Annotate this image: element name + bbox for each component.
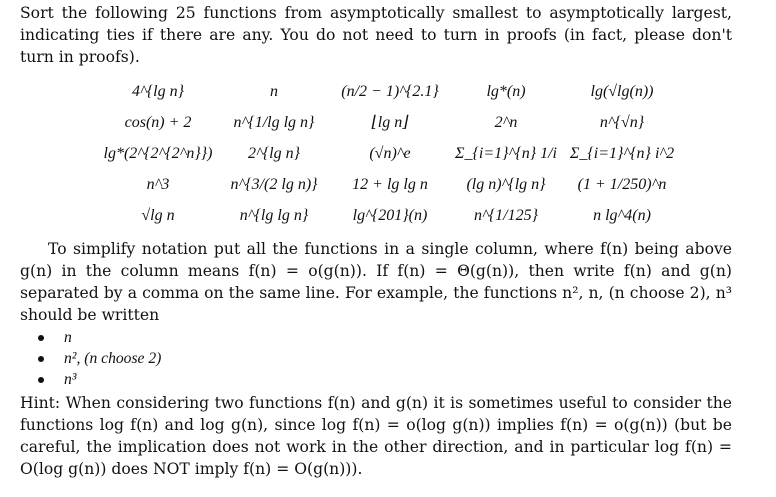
function-cell: (1 + 1/250)^n xyxy=(577,176,667,193)
list-item xyxy=(38,348,161,369)
function-cell: (√n)^e xyxy=(369,145,411,162)
hint-text: Hint: When considering two functions f(n) and g(n) it is sometimes useful to consider the functions log f(n) and log g(n), since log f(n) = o(log g(n)) implies f(n) = o(g(n)) (but be careful, the implication does not work in the other direction, and in particular log f(n) = O(log g(n)) does NOT imply f(n) = O(g(n))). xyxy=(20,394,732,478)
function-cell: 2^n xyxy=(494,114,518,131)
function-cell: (n/2 − 1)^{2.1} xyxy=(341,83,439,100)
function-cell: lg^{201}(n) xyxy=(352,207,428,224)
function-cell: n^{√n} xyxy=(599,114,645,131)
list-item-text: n³ xyxy=(64,371,77,388)
function-cell: Σ_{i=1}^{n} 1/i xyxy=(455,145,557,162)
function-cell: n^{3/(2 lg n)} xyxy=(230,176,318,193)
hint-paragraph xyxy=(20,392,732,480)
function-cell: lg(√lg(n)) xyxy=(590,83,654,100)
function-cell: lg*(n) xyxy=(486,83,526,100)
function-cell: n^{1/lg lg n} xyxy=(233,114,315,131)
function-cell: 4^{lg n} xyxy=(132,83,184,100)
function-cell: n^{1/125} xyxy=(474,207,538,224)
function-cell: 2^{lg n} xyxy=(248,145,300,162)
example-list xyxy=(38,327,161,390)
function-cell: cos(n) + 2 xyxy=(124,114,192,131)
function-cell: ⌊lg n⌋ xyxy=(371,114,409,131)
intro-paragraph xyxy=(20,2,732,68)
function-cell: n^{lg lg n} xyxy=(239,207,309,224)
bullet-icon xyxy=(38,356,44,362)
function-cell: n lg^4(n) xyxy=(593,207,651,224)
function-grid xyxy=(100,82,680,232)
list-item-text: n xyxy=(64,329,72,346)
function-cell: n xyxy=(270,83,278,100)
function-cell: (lg n)^{lg n} xyxy=(466,176,546,193)
simplify-text: To simplify notation put all the functions in a single column, where f(n) being above g(n) in the column means f(n) = o(g(n)). If f(n) = Θ(g(n)), then write f(n) and g(n) separated by a comma on the same line. For example, the functions n², n, (n choose 2), n³ should be written xyxy=(20,240,732,324)
list-item xyxy=(38,369,161,390)
list-item-text: n², (n choose 2) xyxy=(64,350,162,367)
function-cell: 12 + lg lg n xyxy=(352,176,428,193)
function-cell: lg*(2^{2^{2^n}}) xyxy=(103,145,213,162)
function-cell: √lg n xyxy=(141,207,175,224)
function-cell: n^3 xyxy=(146,176,170,193)
bullet-icon xyxy=(38,335,44,341)
function-cell: Σ_{i=1}^{n} i^2 xyxy=(569,145,675,162)
simplify-paragraph xyxy=(20,238,732,326)
intro-text: Sort the following 25 functions from asymptotically smallest to asymptotically largest, indicating ties if there are any. You do not need to turn in proofs (in fact, please don't turn in proofs). xyxy=(20,4,732,66)
bullet-icon xyxy=(38,377,44,383)
list-item xyxy=(38,327,161,348)
